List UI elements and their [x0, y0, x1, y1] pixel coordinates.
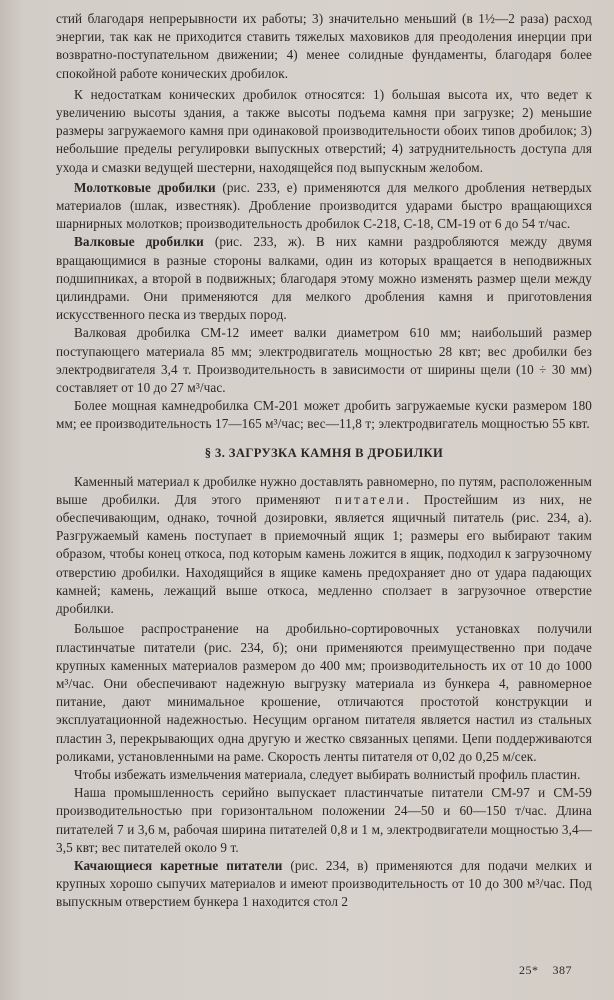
term-feeders: питатели [335, 491, 406, 507]
paragraph-sm201: Более мощная камнедробилка СМ-201 может дробить загружаемые куски размером 180 мм; ее производительность 17—165 м³/час; вес—11,8 т; электродвигатель мощностью 55 квт. [56, 398, 592, 432]
paragraph-sm12: Валковая дробилка СМ-12 имеет валки диаметром 610 мм; наибольший размер поступающего материала 85 мм; электродвигатель мощностью 28 квт; вес дробилки без электродвигателя 3,4 т. Производительность в зависимости от ширины щели (10 ÷ 30 мм) составляет от 10 до 27 м³/час. [56, 325, 592, 396]
paragraph-plate-feeders: Большое распространение на дробильно-сортировочных установках получили пластинчатые питатели (рис. 234, б); они применяются преимущественно при подаче крупных каменных материалов размером до 400 мм; производительность их от 10 до 1000 м³/час. Они обеспечивают надежную выгрузку материала из бункера 4, равномерное питание, дают минимальное крошение, отличаются простотой конструкции и эксплуатационной надежностью. Несущим органом питателя является настил из стальных пластин 3, перекрывающих одна другую и жестко связанных цепями. Цепи поддерживаются роликами, установленными на раме. Скорость ленты питателя от 0,02 до 0,25 м/сек. [56, 621, 592, 764]
term-carriage-feeders: Качающиеся каретные питатели [74, 857, 283, 873]
term-hammer-crushers: Молотковые дробилки [74, 179, 216, 195]
paragraph-industry-feeders: Наша промышленность серийно выпускает пластинчатые питатели СМ-97 и СМ-59 производительностью при горизонтальном положении 24—50 и 60—150 т/час. Длина питателей 7 и 3,6 м, рабочая ширина питателей 0,8 и 1 м, электродвигатели мощностью 3,4—3,5 квт; вес питателей около 9 т. [56, 785, 592, 855]
feeders-intro-a: Каменный материал к дробилке нужно доставлять равномерно, по путям, расположенным выше дробилки. Для этого применяют [56, 473, 592, 507]
feeders-intro-b: . Простейшим из них, не обеспечивающим, однако, точной дозировки, является ящичный питатель (рис. 234, а). Разгружаемый камень поступает в приемочный ящик 1; размеры его выбирают таким образом, чтобы конец откоса, под которым камень ложится в ящик, подходил к загрузочному отверстию дробилки. Находящийся в ящике камень предохраняет дно от удара падающих камней; камень, лежащий выше откоса, медленно сползает в загрузочное отверстие дробилки. [56, 491, 593, 617]
paragraph-roll-crushers [56, 233, 592, 324]
paragraph-wavy-profile: Чтобы избежать измельчения материала, следует выбирать волнистый профиль пластин. [74, 766, 581, 782]
page-footer [505, 963, 572, 978]
printer-signature: 25* [519, 963, 539, 977]
paragraph-carriage-feeders [56, 857, 592, 912]
term-roll-crushers: Валковые дробилки [74, 234, 204, 250]
section-heading: § 3. ЗАГРУЗКА КАМНЯ В ДРОБИЛКИ [204, 445, 444, 460]
paragraph-hammer-crushers [56, 179, 592, 234]
paragraph-disadvantages: К недостаткам конических дробилок относятся: 1) большая высота их, что ведет к увеличению высоты здания, а также высоты подъема камня при загрузке; 2) меньшие размеры загружаемого камня при одинаковой производительности обоих типов дробилок; 3) небольшие пределы регулировки выпускных отверстий; 4) затруднительность доступа для ухода и смазки ведущей шестерни, находящейся под выпускным желобом. [56, 86, 592, 175]
page-number: 387 [552, 963, 572, 977]
carriage-feeders-text: (рис. 234, в) применяются для подачи мелких и крупных хорошо сыпучих материалов и имеют производительность от 10 до 300 м³/час. Под выпускным отверстием бункера 1 находится стол 2 [56, 857, 592, 910]
paragraph-advantages-end: стий благодаря непрерывности их работы; 3) значительно меньший (в 1½—2 раза) расход энергии, так как не приходится ставить тяжелых маховиков для преодоления инерции при возвратно-поступательном движении; 4) менее солидные фундаменты, благодаря более спокойной работе конических дробилок. [56, 11, 592, 81]
hammer-crushers-text: (рис. 233, е) применяются для мелкого дробления нетвердых материалов (шлак, известняк). Дробление производится ударами быстро вращающихся шарнирных молотков; производительность дробилок С-218, С-18, СМ-19 от 6 до 54 т/час. [56, 179, 592, 232]
paragraph-feeders-intro [56, 473, 592, 619]
roll-crushers-text: (рис. 233, ж). В них камни раздробляются между двумя вращающимися в разные стороны валками, один из которых вращается в неподвижных подшипниках, а второй в подвижных; благодаря этому можно изменять размер щели между цилиндрами. Они применяются для мелкого дробления камня и приготовления искусственного песка из твердых пород. [56, 234, 592, 323]
